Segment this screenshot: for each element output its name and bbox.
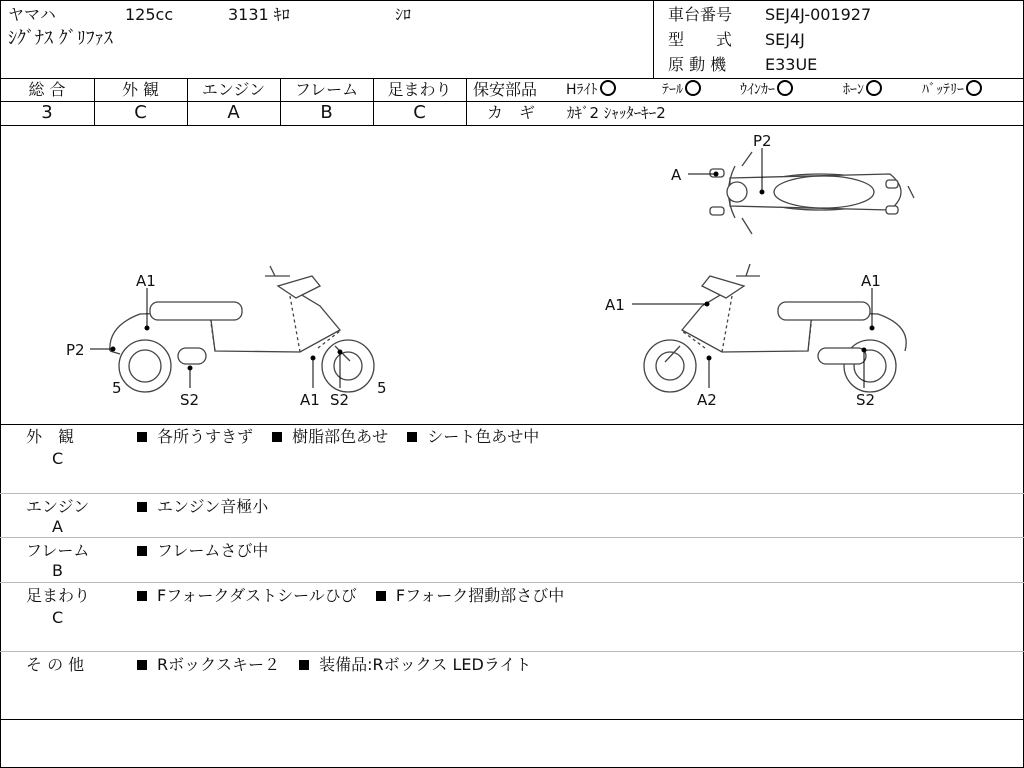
label-left-p2: P2 xyxy=(66,341,85,359)
label-left-s2a: S2 xyxy=(180,391,200,409)
note-title-engine: エンジン xyxy=(26,497,90,516)
bullet-square-icon xyxy=(137,660,147,670)
label-right-a2: A2 xyxy=(697,391,717,409)
note-items-frame: フレームさび中 xyxy=(137,541,282,561)
ok-circle-icon xyxy=(685,80,701,96)
rating-label-engine: エンジン xyxy=(201,80,266,99)
label-left-a1b: A1 xyxy=(300,391,320,409)
label-left-s2b: S2 xyxy=(330,391,350,409)
note-grade-suspension: C xyxy=(52,608,64,627)
note-items-engine: エンジン音極小 xyxy=(137,497,282,517)
bullet-square-icon xyxy=(137,546,147,556)
label-top-p2: P2 xyxy=(753,132,772,150)
mileage: 3131 ｷﾛ xyxy=(228,5,290,24)
bullet-square-icon xyxy=(407,432,417,442)
model-name: ｼｸﾞﾅｽ ｸﾞﾘﾌｧｽ xyxy=(8,28,113,49)
bullet-square-icon xyxy=(299,660,309,670)
note-title-exterior: 外 観 xyxy=(26,427,75,446)
scooter-damage-diagram xyxy=(0,126,1024,424)
ok-circle-icon xyxy=(777,80,793,96)
safety-item-horn: ﾎｰﾝ xyxy=(843,80,882,100)
bullet-square-icon xyxy=(137,591,147,601)
rating-value-frame: B xyxy=(320,102,333,123)
safety-item-headlight: Hﾗｲﾄ xyxy=(566,80,616,100)
label-right-s2: S2 xyxy=(856,391,876,409)
displacement: 125cc xyxy=(125,5,174,24)
rating-value-engine: A xyxy=(227,102,240,123)
safety-item-tail: ﾃｰﾙ xyxy=(662,80,701,100)
color: ｼﾛ xyxy=(395,5,412,24)
note-items-other: Rボックスキー２ 装備品:Rボックス LEDライト xyxy=(137,655,545,675)
ok-circle-icon xyxy=(966,80,982,96)
bullet-square-icon xyxy=(137,432,147,442)
ok-circle-icon xyxy=(866,80,882,96)
rating-label-total: 総 合 xyxy=(28,80,66,99)
note-grade-frame: B xyxy=(52,561,63,580)
note-grade-exterior: C xyxy=(52,449,64,468)
engine-label: 原 動 機 xyxy=(668,55,727,74)
safety-item-battery: ﾊﾞｯﾃﾘｰ xyxy=(922,80,982,100)
note-grade-engine: A xyxy=(52,517,63,536)
safety-label: 保安部品 xyxy=(473,80,538,99)
key-label: カ ギ xyxy=(487,103,536,122)
note-title-other: そ の 他 xyxy=(26,655,85,674)
bullet-square-icon xyxy=(376,591,386,601)
label-right-a1b: A1 xyxy=(861,272,881,290)
note-title-suspension: 足まわり xyxy=(26,586,91,605)
note-items-suspension: Fフォークダストシールひび Fフォーク摺動部さび中 xyxy=(137,586,578,606)
label-right-a1a: A1 xyxy=(605,296,625,314)
label-left-a1: A1 xyxy=(136,272,156,290)
maker: ヤマハ xyxy=(8,5,56,24)
engine-code: E33UE xyxy=(765,55,818,74)
bullet-square-icon xyxy=(272,432,282,442)
rating-value-total: 3 xyxy=(41,102,53,123)
label-left-5b: 5 xyxy=(377,379,387,397)
bullet-square-icon xyxy=(137,502,147,512)
rating-label-exterior: 外 観 xyxy=(121,80,160,99)
rating-value-suspension: C xyxy=(413,102,426,123)
frame-no: SEJ4J-001927 xyxy=(765,5,872,24)
model-code: SEJ4J xyxy=(765,30,805,49)
rating-value-exterior: C xyxy=(134,102,147,123)
rating-label-suspension: 足まわり xyxy=(387,80,452,99)
ok-circle-icon xyxy=(600,80,616,96)
label-top-a: A xyxy=(671,166,682,184)
scooter-top-view xyxy=(710,152,914,234)
key-value: ｶｷﾞ2 ｼｬｯﾀｰｷｰ2 xyxy=(567,104,666,122)
note-items-exterior: 各所うすきず 樹脂部色あせ シート色あせ中 xyxy=(137,427,553,447)
label-left-5a: 5 xyxy=(112,379,122,397)
frame-no-label: 車台番号 xyxy=(668,5,733,24)
rating-label-frame: フレーム xyxy=(294,80,359,99)
note-title-frame: フレーム xyxy=(26,541,90,560)
safety-item-winker: ｳｲﾝｶｰ xyxy=(740,80,793,100)
model-label: 型 式 xyxy=(668,30,733,49)
